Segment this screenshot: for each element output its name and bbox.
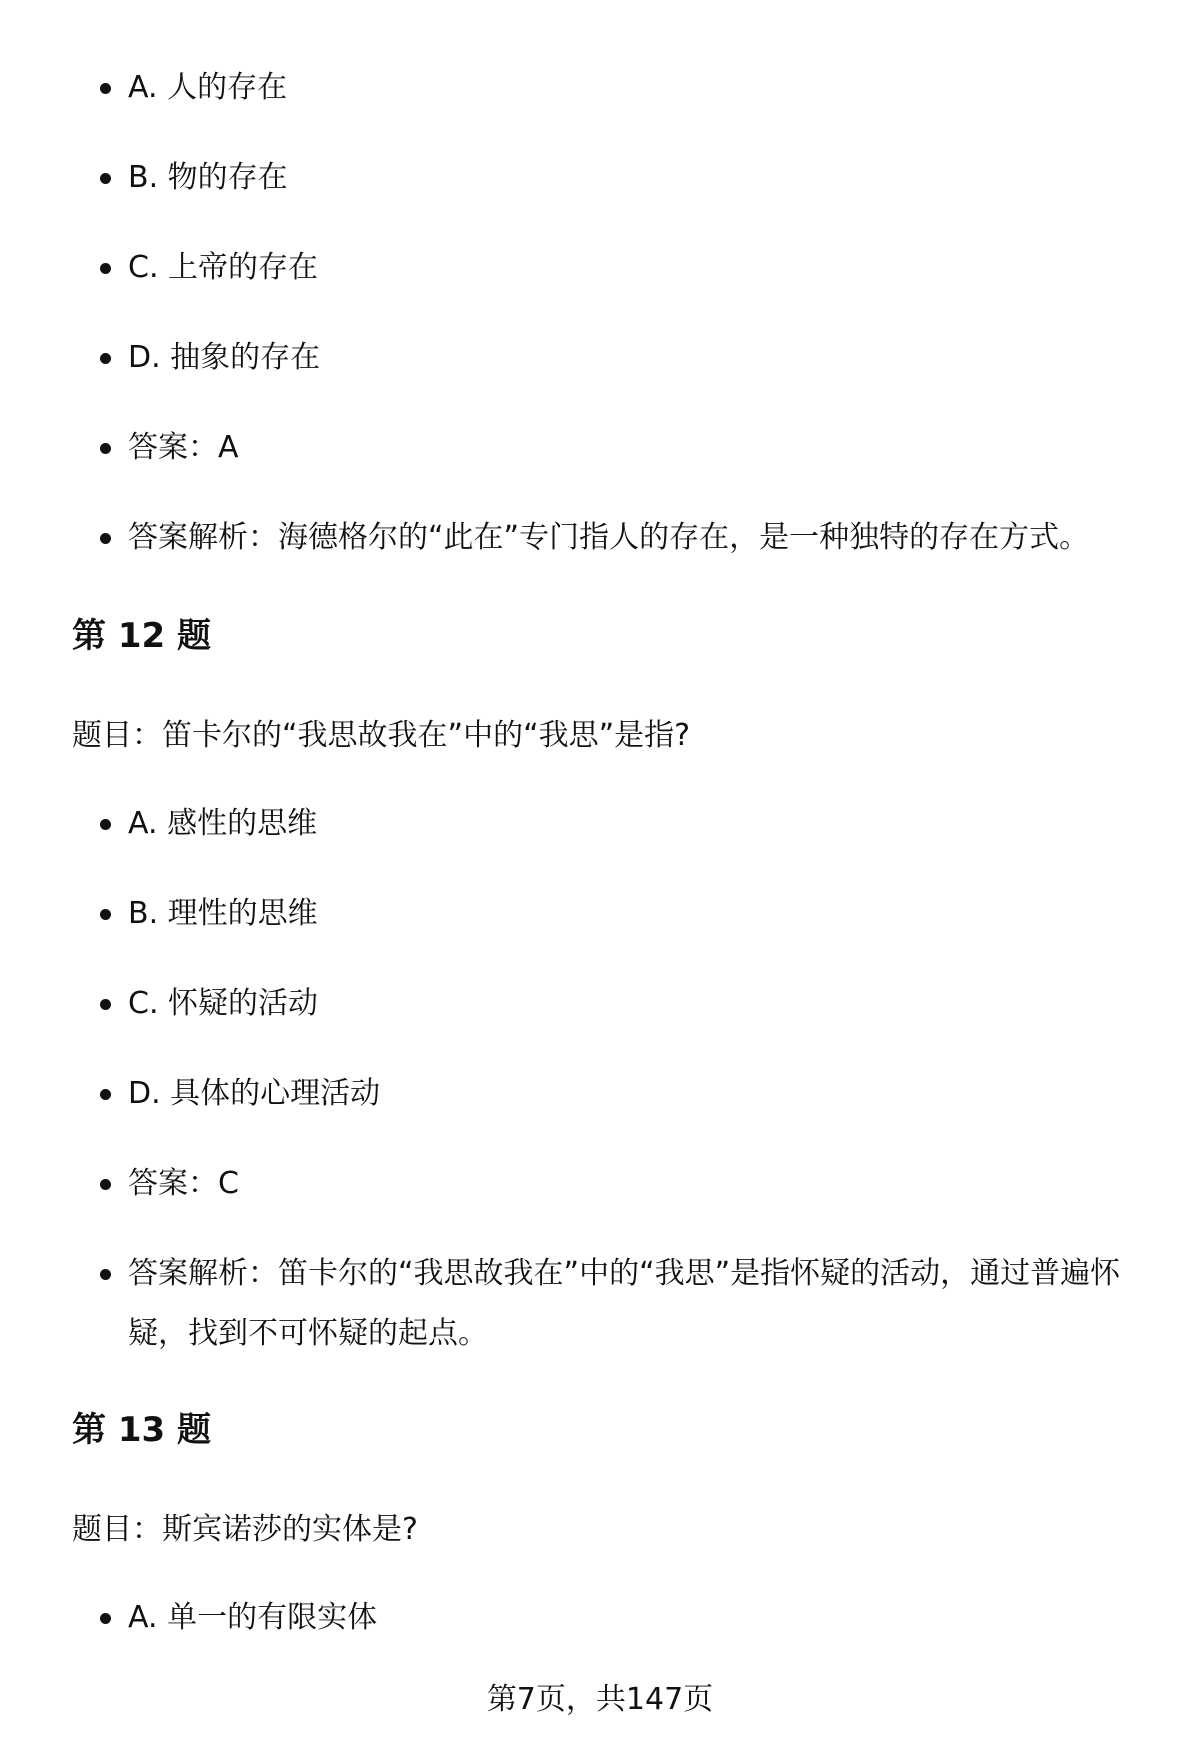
q11-explanation: 答案解析：海德格尔的“此在”专门指人的存在，是一种独特的存在方式。: [128, 508, 1138, 568]
q11-option-a: A. 人的存在: [128, 58, 1138, 118]
q13-stem: 题目：斯宾诺莎的实体是?: [72, 1512, 418, 1547]
q12-option-d: D. 具体的心理活动: [128, 1064, 1138, 1124]
q12-option-a: A. 感性的思维: [128, 794, 1138, 854]
q11-option-b: B. 物的存在: [128, 148, 1138, 208]
q13-heading: 第 13 题: [72, 1410, 211, 1450]
page-footer: 第7页，共147页: [486, 1682, 714, 1717]
q11-option-c: C. 上帝的存在: [128, 238, 1138, 298]
q12-answer: 答案：C: [128, 1154, 1138, 1214]
q12-stem: 题目：笛卡尔的“我思故我在”中的“我思”是指?: [72, 718, 691, 753]
q12-option-b: B. 理性的思维: [128, 884, 1138, 944]
q13-option-a: A. 单一的有限实体: [128, 1588, 1138, 1648]
q12-explanation: 答案解析：笛卡尔的“我思故我在”中的“我思”是指怀疑的活动，通过普遍怀疑，找到不可怀疑的起点。: [128, 1244, 1138, 1364]
q11-answer: 答案：A: [128, 418, 1138, 478]
q12-option-c: C. 怀疑的活动: [128, 974, 1138, 1034]
q12-heading: 第 12 题: [72, 616, 211, 656]
q11-option-d: D. 抽象的存在: [128, 328, 1138, 388]
